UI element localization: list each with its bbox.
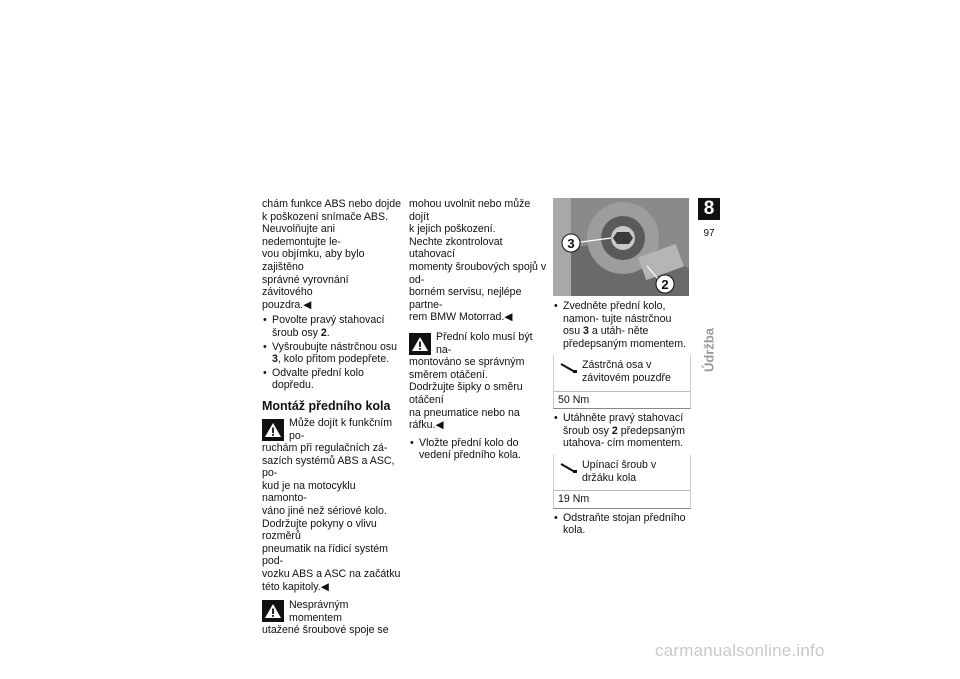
wheel-axle-illustration xyxy=(553,198,689,296)
torque-spec xyxy=(553,355,691,409)
warning-triangle-icon xyxy=(409,333,431,355)
photo-label: 2 xyxy=(661,277,669,292)
list-item: • Povolte pravý stahovací šroub osy 2. xyxy=(262,314,402,339)
section-tab xyxy=(700,320,720,380)
wheel-axle-photo xyxy=(553,198,689,296)
text-line: chám funkce ABS nebo dojde xyxy=(262,198,401,210)
watermark: carmanualsonline.info xyxy=(655,641,825,660)
list-item: • Odstraňte stojan předního kola. xyxy=(553,512,691,537)
list-item: • Odvalte přední kolo dopředu. xyxy=(262,367,402,392)
page-number: 97 xyxy=(703,228,715,239)
warning-triangle-icon xyxy=(262,600,284,622)
column-right xyxy=(553,198,691,538)
warning-block: Nesprávným momentem utažené šroubové spoje se xyxy=(262,599,389,637)
spec-label: Upínací šroub v držáku kola xyxy=(582,458,657,484)
chapter-number: 8 xyxy=(698,198,720,220)
text-line: pouzdra.◀ xyxy=(262,298,312,311)
list-item: • Zvedněte přední kolo, namon- tujte nástrčnou osu 3 a utáh- něte předepsaným momentem. xyxy=(553,300,691,350)
warning-triangle-icon xyxy=(262,419,284,441)
text-line: Neuvolňujte ani nedemontujte le- xyxy=(262,223,341,248)
list-item: • Vyšroubujte nástrčnou osu 3, kolo přitom podepřete. xyxy=(262,341,402,366)
intro-text xyxy=(262,198,402,311)
section-heading: Montáž předního kola xyxy=(262,398,391,413)
spec-value: 19 Nm xyxy=(558,493,590,506)
step-list xyxy=(553,512,691,537)
column-middle xyxy=(409,198,549,463)
warning-block: Může dojít k funkčním po- ruchám při regulačních zá- sazích systémů ABS a ASC, po- kud je na motocyklu namonto- váno jiné než sériové kolo. Dodržujte pokyny o vlivu rozměrů pneumatik na řídicí systém pod- vozku ABS a ASC na začátku této kapitoly.◀ xyxy=(262,416,401,593)
step-list xyxy=(262,314,402,392)
photo-label: 3 xyxy=(567,236,575,251)
step-list xyxy=(553,412,691,450)
torque-spec xyxy=(553,455,691,509)
step-list xyxy=(409,437,549,462)
list-item: • Vložte přední kolo do vedení předního kola. xyxy=(409,437,549,462)
torque-wrench-icon xyxy=(560,462,578,474)
spec-label: Zástrčná osa v závitovém pouzdře xyxy=(582,359,671,384)
text-line: vou objímku, aby bylo zajištěno xyxy=(262,248,365,273)
list-item: • Utáhněte pravý stahovací šroub osy 2 předepsaným utahova- cím momentem. xyxy=(553,412,691,450)
column-left xyxy=(262,198,402,637)
section-title: Údržba xyxy=(701,327,717,373)
warning-block: Přední kolo musí být na- montováno se správným směrem otáčení. Dodržujte šipky o směru otáčení na pneumatice nebo na ráfku.◀ xyxy=(409,330,533,432)
spec-value: 50 Nm xyxy=(558,393,590,406)
text-line: k poškození snímače ABS. xyxy=(262,210,389,223)
text-block: mohou uvolnit nebo může dojít k jejich poškození. Nechte zkontrolovat utahovací momenty šroubových spojů v od- borném servisu, nejlépe partne- rem BMW Motorrad.◀ xyxy=(409,198,547,324)
text-line: správné vyrovnání závitového xyxy=(262,273,349,299)
torque-wrench-icon xyxy=(560,362,578,374)
step-list xyxy=(553,300,691,350)
